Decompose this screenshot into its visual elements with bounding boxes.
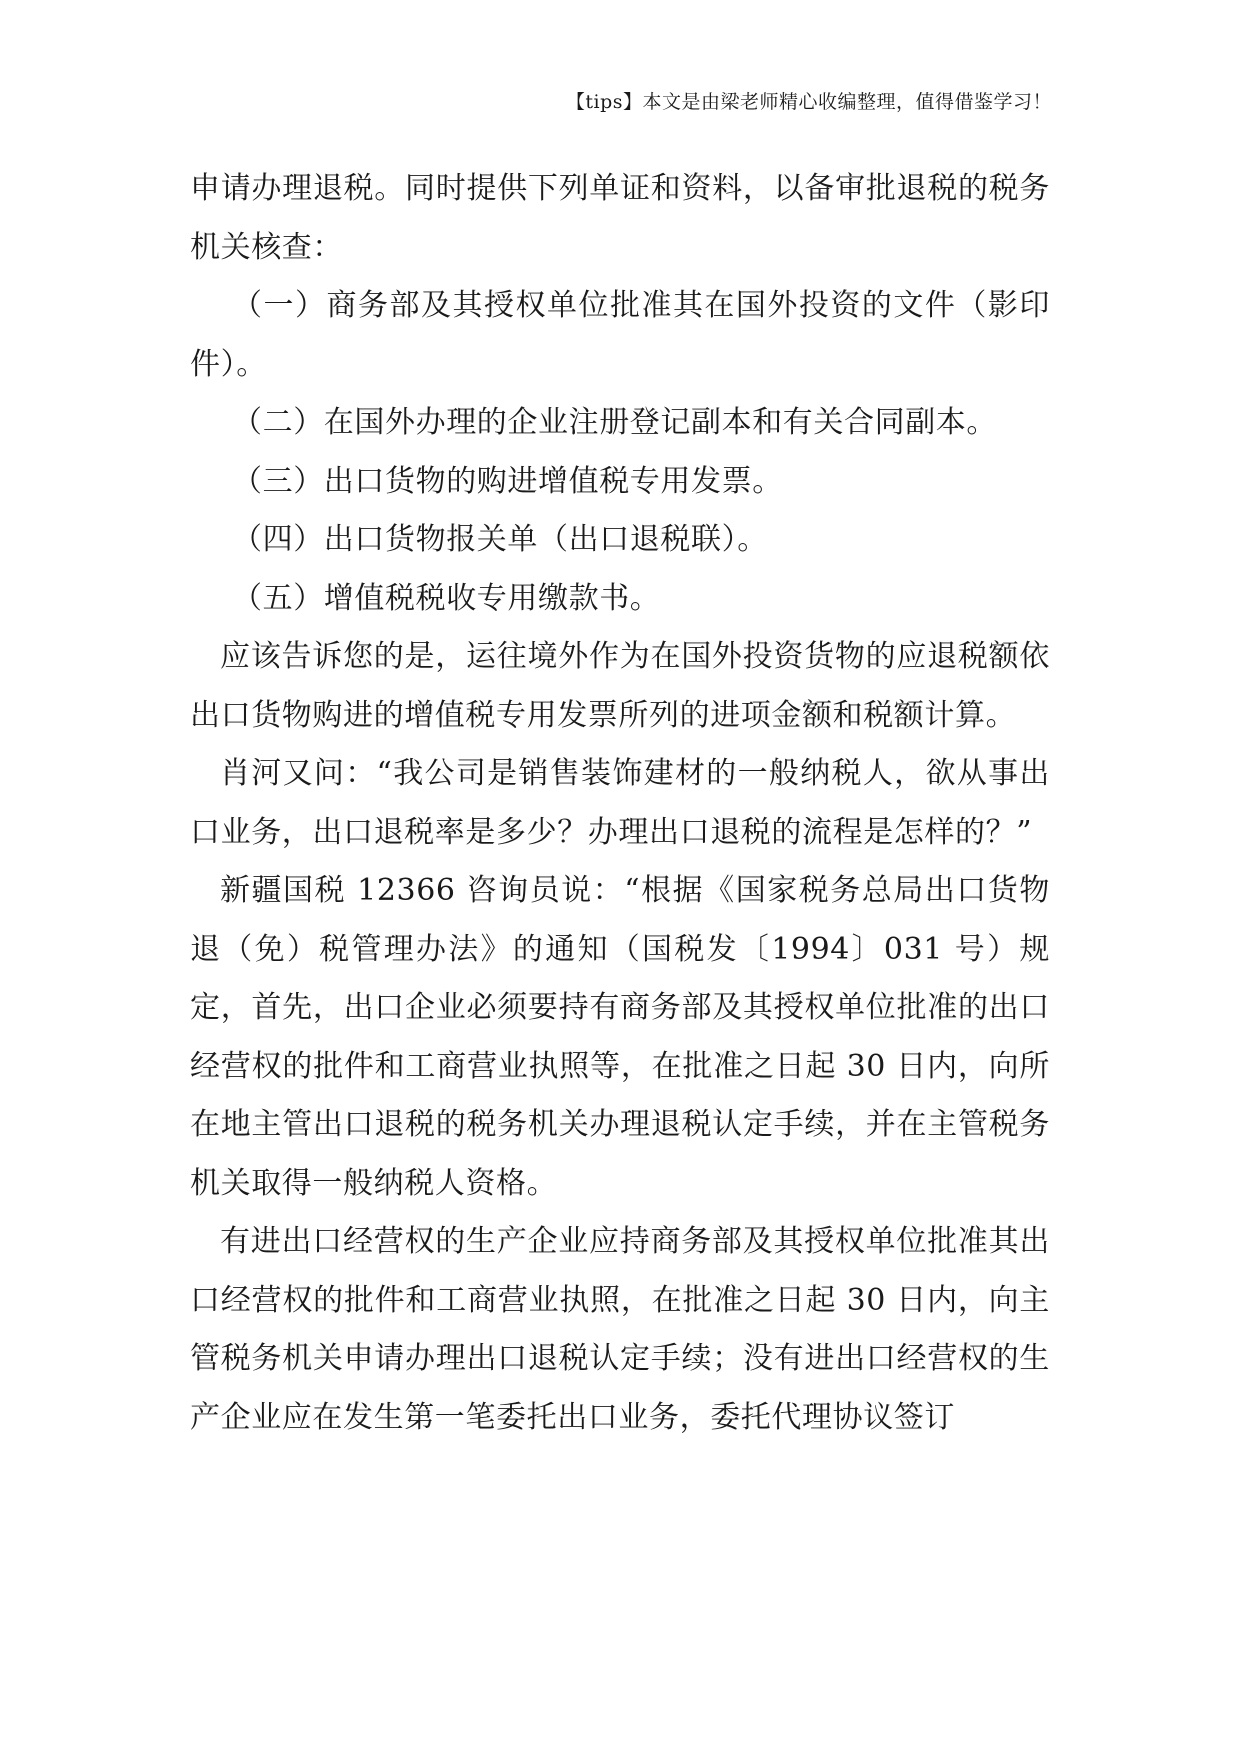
paragraph-refund-application: 申请办理退税。同时提供下列单证和资料，以备审批退税的税务机关核查： [190, 171, 1050, 265]
document-body [190, 160, 1050, 1447]
header-tips-note: 【tips】本文是由梁老师精心收编整理，值得借鉴学习！ [565, 91, 1052, 113]
paragraph-question: 肖河又问：“我公司是销售装饰建材的一般纳税人，欲从事出口业务，出口退税率是多少？办理出口退税的流程是怎样的？” [190, 756, 1050, 850]
list-item-vat-invoice: （三）出口货物的购进增值税专用发票。 [232, 463, 783, 499]
list-item-tax-payment-book: （五）增值税税收专用缴款书。 [232, 580, 661, 616]
paragraph-production-enterprise: 有进出口经营权的生产企业应持商务部及其授权单位批准其出口经营权的批件和工商营业执照，在批准之日起 30 日内，向主管税务机关申请办理出口退税认定手续；没有进出口经营权的生产企业应在发生第一笔委托出口业务，委托代理协议签订 [190, 1224, 1050, 1435]
list-item-registration-copy: （二）在国外办理的企业注册登记副本和有关合同副本。 [232, 405, 997, 440]
paragraph-refund-calculation: 应该告诉您的是，运往境外作为在国外投资货物的应退税额依出口货物购进的增值税专用发票所列的进项金额和税额计算。 [190, 639, 1050, 733]
list-item-approval-document: （一）商务部及其授权单位批准其在国外投资的文件（影印件）。 [190, 288, 1050, 382]
list-item-customs-declaration: （四）出口货物报关单（出口退税联）。 [232, 522, 768, 557]
paragraph-consultant-answer: 新疆国税 12366 咨询员说：“根据《国家税务总局出口货物退（免）税管理办法》的通知（国税发〔1994〕031 号）规定，首先，出口企业必须要持有商务部及其授权单位批准的出口经营权的批件和工商营业执照等，在批准之日起 30 日内，向所在地主管出口退税的税务机关办理退税认定手续，并在主管税务机关取得一般纳税人资格。 [190, 873, 1050, 1201]
